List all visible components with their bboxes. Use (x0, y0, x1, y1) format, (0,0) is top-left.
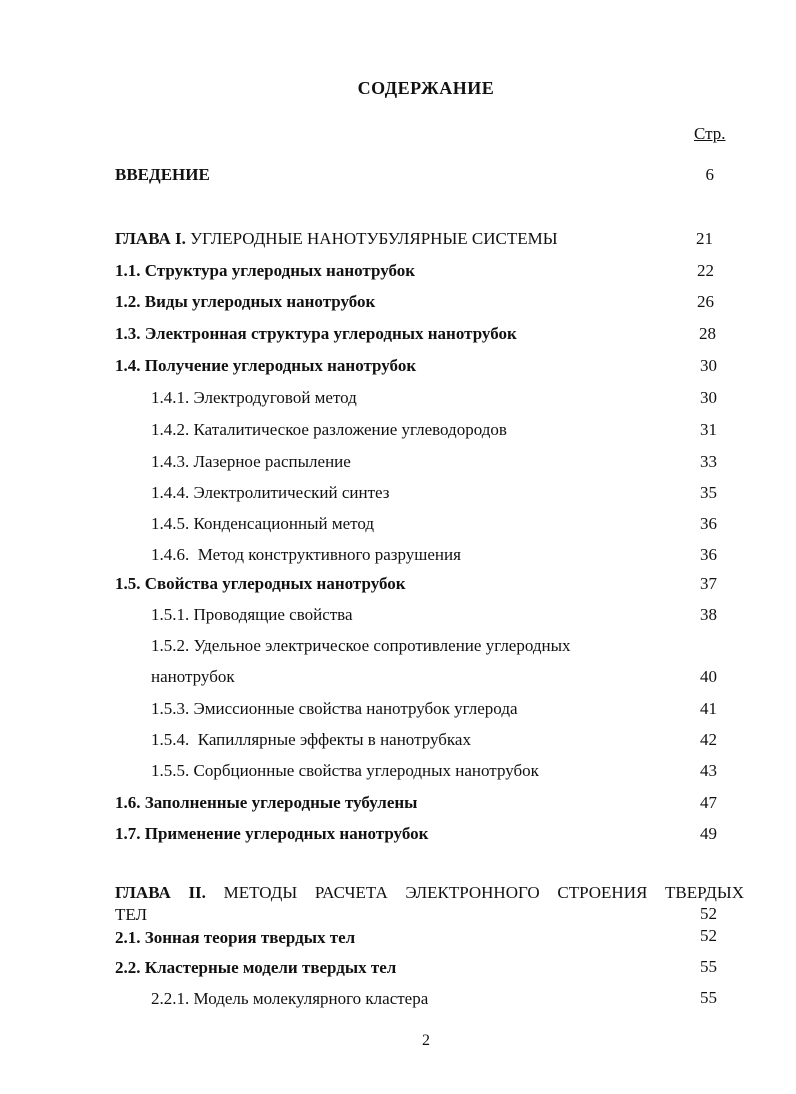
toc-page-1-2: 26 (697, 292, 714, 311)
toc-page-1-5-1: 38 (700, 605, 717, 624)
toc-page-2-2: 55 (700, 957, 717, 976)
page-column-label: Стр. (694, 124, 726, 143)
toc-page-chapter-2: 52 (700, 904, 717, 923)
chapter-2-title: МЕТОДЫ РАСЧЕТА ЭЛЕКТРОННОГО СТРОЕНИЯ ТВЕРДЫХ (205, 883, 744, 902)
toc-entry-1-4-3[interactable]: 1.4.3. Лазерное распыление (151, 452, 351, 471)
toc-page-1-6: 47 (700, 793, 717, 812)
chapter-1-prefix: ГЛАВА I. (115, 229, 186, 248)
toc-entry-1-5-3[interactable]: 1.5.3. Эмиссионные свойства нанотрубок углерода (151, 699, 518, 718)
toc-entry-1-6[interactable]: 1.6. Заполненные углеродные тубулены (115, 793, 418, 812)
toc-entry-1-4-5[interactable]: 1.4.5. Конденсационный метод (151, 514, 375, 533)
toc-page-1-5-5: 43 (700, 761, 717, 780)
toc-entry-1-7[interactable]: 1.7. Применение углеродных нанотрубок (115, 824, 429, 843)
toc-page-1-7: 49 (700, 824, 717, 843)
chapter-2-prefix: ГЛАВА II. (115, 883, 206, 902)
page-number: 2 (422, 1032, 430, 1049)
toc-entry-1-5-1[interactable]: 1.5.1. Проводящие свойства (151, 605, 353, 624)
toc-entry-chapter-1[interactable] (115, 230, 558, 247)
toc-entry-chapter-2-line2: ТЕЛ (115, 905, 148, 924)
toc-entry-chapter-2[interactable] (115, 884, 744, 901)
toc-page-1-5-3: 41 (700, 699, 717, 718)
toc-entry-2-2-1[interactable]: 2.2.1. Модель молекулярного кластера (151, 989, 429, 1008)
toc-entry-1-4[interactable]: 1.4. Получение углеродных нанотрубок (115, 356, 417, 375)
toc-page-1-4-3: 33 (700, 452, 717, 471)
toc-entry-1-5[interactable]: 1.5. Свойства углеродных нанотрубок (115, 574, 406, 593)
toc-page-1-4-4: 35 (700, 483, 717, 502)
toc-entry-1-5-4[interactable]: 1.5.4. Капиллярные эффекты в нанотрубках (151, 730, 471, 749)
toc-page-2-1: 52 (700, 926, 717, 945)
toc-page-1-4: 30 (700, 356, 717, 375)
toc-entry-1-1[interactable]: 1.1. Структура углеродных нанотрубок (115, 261, 416, 280)
toc-entry-1-4-4[interactable]: 1.4.4. Электролитический синтез (151, 483, 390, 502)
toc-entry-2-1[interactable]: 2.1. Зонная теория твердых тел (115, 928, 356, 947)
toc-entry-intro[interactable]: ВВЕДЕНИЕ (115, 165, 210, 184)
toc-page-2-2-1: 55 (700, 988, 717, 1007)
toc-page-1-4-6: 36 (700, 545, 717, 564)
toc-entry-1-4-1[interactable]: 1.4.1. Электродуговой метод (151, 388, 357, 407)
toc-entry-1-5-2-line1[interactable]: 1.5.2. Удельное электрическое сопротивление углеродных (151, 636, 571, 655)
toc-page-1-1: 22 (697, 261, 714, 280)
toc-page-1-5-4: 42 (700, 730, 717, 749)
toc-page-chapter-1: 21 (696, 229, 713, 248)
toc-page-1-4-5: 36 (700, 514, 717, 533)
toc-entry-1-4-2[interactable]: 1.4.2. Каталитическое разложение углеводородов (151, 420, 507, 439)
toc-entry-1-4-6[interactable]: 1.4.6. Метод конструктивного разрушения (151, 545, 461, 564)
toc-page-1-5: 37 (700, 574, 717, 593)
toc-page-1-4-2: 31 (700, 420, 717, 439)
toc-page-1-3: 28 (699, 324, 716, 343)
toc-entry-1-2[interactable]: 1.2. Виды углеродных нанотрубок (115, 292, 376, 311)
toc-entry-1-5-5[interactable]: 1.5.5. Сорбционные свойства углеродных нанотрубок (151, 761, 539, 780)
toc-entry-2-2[interactable]: 2.2. Кластерные модели твердых тел (115, 958, 397, 977)
toc-entry-1-3[interactable]: 1.3. Электронная структура углеродных нанотрубок (115, 324, 517, 343)
toc-page-1-4-1: 30 (700, 388, 717, 407)
toc-page-1-5-2: 40 (700, 667, 717, 686)
chapter-1-title: УГЛЕРОДНЫЕ НАНОТУБУЛЯРНЫЕ СИСТЕМЫ (185, 229, 558, 248)
toc-entry-1-5-2-line2[interactable]: нанотрубок (151, 667, 235, 686)
toc-page-intro: 6 (705, 165, 714, 184)
page-title: СОДЕРЖАНИЕ (357, 78, 495, 98)
